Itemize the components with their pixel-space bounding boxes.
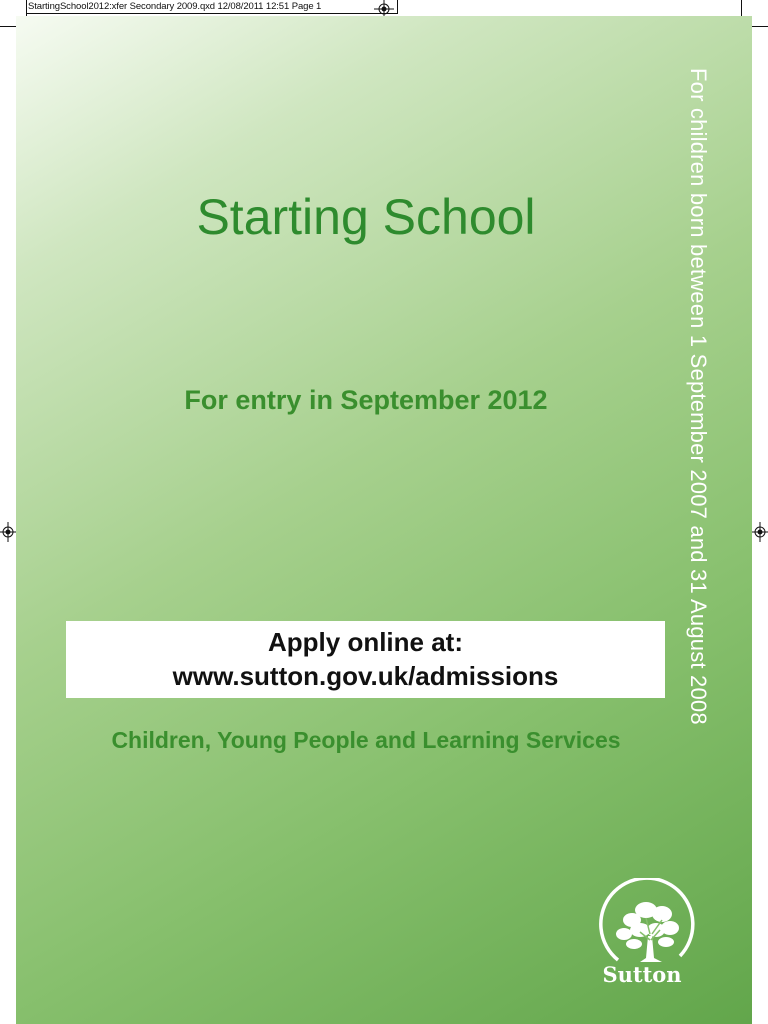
birth-date-range: For children born between 1 September 2007 and 31 August 2008 <box>686 68 711 725</box>
cover-panel <box>16 16 752 1024</box>
print-slug: StartingSchool2012:xfer Secondary 2009.qxd 12/08/2011 12:51 Page 1 <box>28 1 322 12</box>
admissions-url[interactable]: www.sutton.gov.uk/admissions <box>172 661 559 691</box>
entry-subtitle: For entry in September 2012 <box>184 385 548 415</box>
cover-title: Starting School <box>196 189 536 245</box>
apply-online-label: Apply online at: <box>268 627 463 657</box>
crop-mark-top-right-v <box>741 0 742 16</box>
crop-mark-top-left-v <box>26 0 27 16</box>
registration-mark-icon <box>750 522 768 542</box>
crop-mark-top-right-h <box>752 26 768 27</box>
apply-online-box <box>66 621 665 698</box>
sutton-logo-wordmark: Sutton <box>602 962 682 987</box>
crop-mark-top-left-h <box>0 26 16 27</box>
services-line: Children, Young People and Learning Services <box>111 727 621 753</box>
